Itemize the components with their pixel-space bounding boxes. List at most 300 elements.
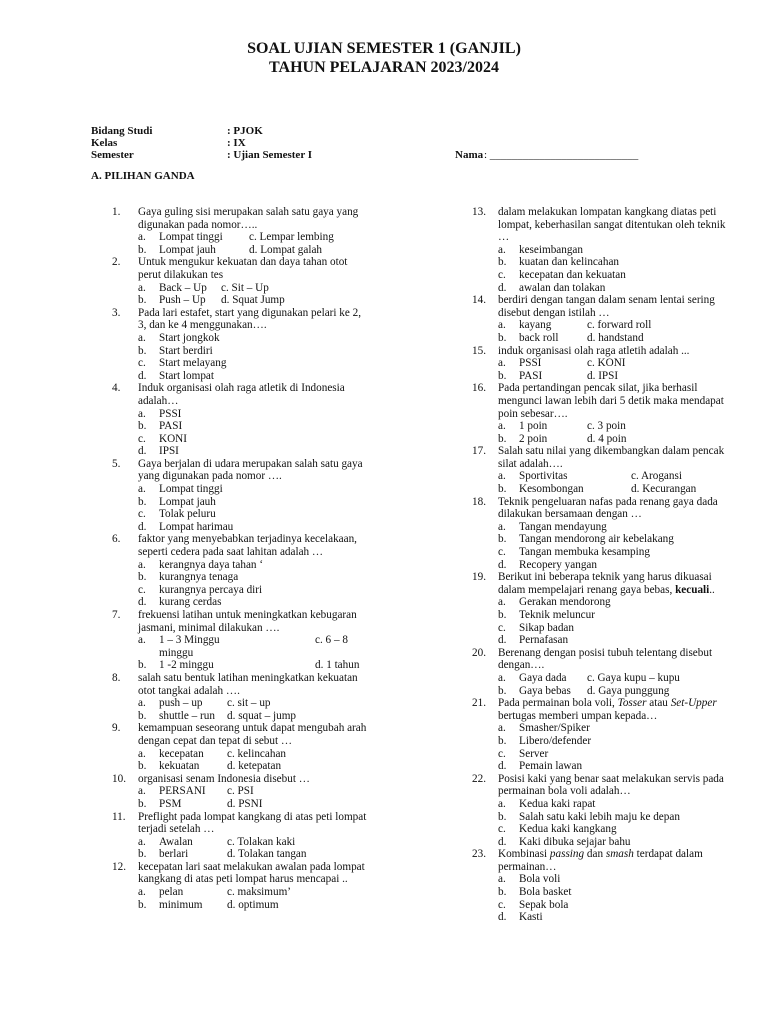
option-text: d. squat – jump [227, 709, 296, 722]
question-text: Pada permainan bola voli, Tosser atau Set-Upper bertugas memberi umpan kepada… [498, 697, 717, 722]
question-item [112, 206, 372, 256]
option-text: Lompat jauh [159, 243, 216, 256]
option-row [138, 433, 372, 446]
option-text: Libero/defender [519, 734, 592, 747]
question-text: Gaya guling sisi merupakan salah satu gaya yang digunakan pada nomor….. [138, 206, 359, 231]
option-text: Sepak bola [519, 898, 569, 911]
option-text: c. 6 – 8 [315, 634, 348, 647]
option-letter: a. [498, 520, 506, 533]
option-text: d. 4 poin [587, 432, 627, 445]
option-letter: a. [138, 483, 146, 496]
question-number: 14. [472, 294, 486, 307]
option-row [498, 622, 727, 635]
option-letter: c. [138, 583, 146, 596]
question-item [112, 861, 372, 911]
option-text: Salah satu kaki lebih maju ke depan [519, 810, 680, 823]
option-text: PASI [159, 420, 183, 433]
label-bidang-studi: Bidang Studi [91, 125, 153, 137]
option-row [498, 911, 727, 924]
option-text: Lompat jauh [159, 495, 216, 508]
option-text: d. Tolakan tangan [227, 848, 307, 861]
option-text: PASI [519, 369, 543, 382]
option-letter: c. [498, 747, 506, 760]
option-text: d. Lompat galah [249, 243, 323, 256]
option-text: kecepatan [159, 747, 204, 760]
option-letter: b. [498, 432, 507, 445]
option-letter: b. [498, 369, 507, 382]
option-letter: a. [498, 357, 506, 370]
question-number: 19. [472, 571, 486, 584]
question-item [112, 307, 372, 383]
option-row [498, 760, 727, 773]
question-item [472, 382, 727, 445]
option-text: PSSI [159, 407, 182, 420]
question-number: 7. [112, 609, 121, 621]
question-text: Teknik pengeluaran nafas pada renang gaya dada dilakukan bersamaan dengan … [498, 495, 718, 521]
option-row [498, 370, 727, 383]
option-letter: b. [138, 797, 147, 810]
option-row [498, 420, 727, 433]
option-text: Start lompat [159, 369, 214, 382]
question-item [112, 773, 372, 811]
option-row [498, 256, 727, 269]
option-row [498, 811, 727, 824]
option-letter: b. [498, 609, 507, 621]
option-letter: d. [138, 445, 147, 458]
option-text: Bola basket [519, 886, 572, 899]
option-row [498, 685, 727, 698]
question-item [472, 773, 727, 849]
option-text: minimum [159, 898, 203, 911]
option-row [138, 848, 372, 861]
option-text: pelan [159, 886, 184, 899]
option-text: d. PSNI [227, 797, 263, 810]
option-text: c. Sit – Up [221, 281, 269, 294]
question-text: Salah satu nilai yang dikembangkan dalam pencak silat adalah…. [498, 445, 725, 470]
option-text: Start melayang [159, 357, 227, 370]
option-text: Smasher/Spiker [519, 722, 590, 735]
question-item [112, 256, 372, 306]
option-text: awalan dan tolakan [519, 281, 606, 294]
option-letter: a. [498, 797, 506, 810]
option-row [498, 609, 727, 622]
option-row [498, 332, 727, 345]
option-text: c. maksimum’ [227, 886, 292, 899]
option-letter: c. [498, 823, 506, 836]
option-text: kuatan dan kelincahan [519, 256, 620, 269]
option-text: c. PSI [227, 785, 254, 798]
option-text: push – up [159, 697, 203, 710]
question-text: Berenang dengan posisi tubuh telentang disebut dengan…. [498, 646, 713, 672]
question-item [472, 697, 727, 773]
option-letter: a. [138, 785, 146, 798]
option-letter: c. [498, 268, 506, 281]
option-row [498, 470, 727, 483]
option-row [498, 244, 727, 257]
option-text: Tolak peluru [159, 508, 216, 521]
option-row [138, 282, 372, 295]
value-semester: : Ujian Semester I [227, 149, 313, 161]
option-row [138, 634, 372, 647]
option-text: d. optimum [227, 898, 279, 911]
option-letter: b. [498, 810, 507, 823]
question-text: kecepatan lari saat melakukan awalan pada lompat kangkang di atas peti lompat harus mencapai .. [138, 860, 365, 886]
option-text: d. 1 tahun [315, 659, 360, 672]
option-text: Kasti [519, 911, 543, 924]
exam-year: TAHUN PELAJARAN 2023/2024 [269, 59, 499, 76]
option-row [138, 370, 372, 383]
option-letter: b. [498, 886, 507, 899]
option-row [138, 596, 372, 609]
option-row [498, 873, 727, 886]
question-number: 8. [112, 671, 121, 684]
option-row [498, 735, 727, 748]
option-row [498, 899, 727, 912]
question-item [472, 445, 727, 495]
question-item [112, 672, 372, 722]
option-row [498, 672, 727, 685]
option-letter: b. [138, 344, 147, 357]
option-row [498, 798, 727, 811]
option-text: PERSANI [159, 785, 206, 798]
question-item [472, 345, 727, 383]
option-text: d. ketepatan [227, 760, 282, 773]
option-text: Awalan [159, 835, 193, 848]
option-row [138, 357, 372, 370]
option-letter: c. [498, 546, 506, 559]
question-item [112, 382, 372, 458]
question-number: 15. [472, 344, 486, 357]
option-letter: b. [498, 331, 507, 344]
option-row [498, 836, 727, 849]
option-letter: d. [498, 281, 507, 294]
option-letter: a. [498, 243, 506, 256]
question-number: 17. [472, 445, 486, 458]
option-letter: a. [498, 470, 506, 483]
option-text: Push – Up [159, 294, 206, 307]
option-row [138, 496, 372, 509]
section-heading: A. PILIHAN GANDA [91, 170, 195, 182]
option-text: c. Lempar lembing [249, 231, 334, 244]
option-row [498, 282, 727, 295]
question-item [472, 647, 727, 697]
option-text: Tangan mendayung [519, 520, 607, 533]
option-row [498, 357, 727, 370]
question-item [112, 609, 372, 672]
question-number: 2. [112, 256, 121, 269]
option-text: kecepatan dan kekuatan [519, 268, 626, 281]
option-text: KONI [159, 432, 187, 445]
option-row [138, 559, 372, 572]
option-letter: d. [138, 369, 147, 382]
option-text: shuttle – run [159, 709, 215, 722]
question-number: 16. [472, 382, 486, 395]
option-text: kerangnya daya tahan ‘ [159, 558, 264, 571]
option-text: 2 poin [519, 432, 548, 445]
question-number: 10. [112, 772, 126, 785]
option-text: Kaki dibuka sejajar bahu [519, 835, 631, 848]
option-row [498, 319, 727, 332]
option-letter: b. [138, 243, 147, 256]
option-row [138, 345, 372, 358]
option-letter: c. [138, 432, 146, 445]
question-text: Induk organisasi olah raga atletik di Indonesia adalah… [138, 382, 345, 407]
option-text: Sikap badan [519, 621, 574, 634]
option-row [498, 269, 727, 282]
option-letter: a. [138, 886, 146, 899]
option-text: Back – Up [159, 281, 207, 294]
nama-field[interactable]: : ___________________________ [484, 149, 639, 161]
question-number: 13. [472, 206, 486, 218]
option-letter: a. [498, 722, 506, 735]
option-text: c. KONI [587, 357, 626, 370]
option-text: Recopery yangan [519, 558, 597, 571]
option-letter: d. [498, 835, 507, 848]
question-text: Pada pertandingan pencak silat, jika berhasil mengunci lawan lebih dari 5 detik maka mendapat poin sebesar…. [498, 382, 724, 420]
option-text: c. kelincahan [227, 747, 287, 760]
option-text: 1 poin [519, 420, 548, 433]
value-bidang-studi: : PJOK [227, 125, 263, 137]
question-number: 21. [472, 697, 486, 710]
option-row [138, 647, 372, 660]
option-row [498, 546, 727, 559]
option-row [138, 483, 372, 496]
option-text: c. Gaya kupu – kupu [587, 671, 680, 684]
option-text: Teknik meluncur [519, 609, 595, 621]
question-term: Tosser [617, 697, 647, 710]
option-text: c. Tolakan kaki [227, 835, 296, 848]
question-emphasis: kecuali [675, 583, 710, 596]
option-text: keseimbangan [519, 243, 583, 256]
question-text: faktor yang menyebabkan terjadinya kecelakaan, seperti cedera pada saat lahitan adalah … [138, 533, 357, 559]
question-item [112, 458, 372, 534]
option-row [498, 722, 727, 735]
option-text: d. Kecurangan [631, 483, 697, 496]
option-row [138, 710, 372, 723]
question-text: induk organisasi olah raga atletih adalah ... [498, 344, 690, 357]
option-letter: b. [498, 483, 507, 496]
option-row [138, 760, 372, 773]
option-text: Kedua kaki rapat [519, 797, 596, 810]
question-item [472, 496, 727, 572]
option-row [138, 420, 372, 433]
option-text: kekuatan [159, 760, 200, 773]
option-text: Start jongkok [159, 331, 220, 344]
option-row [138, 408, 372, 421]
option-row [138, 508, 372, 521]
question-item [472, 294, 727, 344]
question-item [472, 848, 727, 924]
label-nama: Nama [455, 149, 484, 161]
question-number: 23. [472, 848, 486, 861]
option-letter: b. [138, 571, 147, 584]
option-letter: b. [138, 898, 147, 911]
question-text: Berikut ini beberapa teknik yang harus dikuasai dalam mempelajari renang gaya bebas, kecuali.. [498, 571, 715, 596]
option-row [138, 659, 372, 672]
option-text: minggu [159, 646, 194, 659]
option-row [498, 559, 727, 572]
option-letter: d. [498, 634, 507, 647]
question-item [472, 571, 727, 647]
option-row [138, 445, 372, 458]
question-number: 5. [112, 457, 121, 470]
option-row [498, 823, 727, 836]
option-letter: b. [498, 684, 507, 697]
option-text: Lompat tinggi [159, 231, 223, 244]
question-column-right [472, 206, 727, 924]
option-text: back roll [519, 331, 559, 344]
option-letter: a. [498, 420, 506, 433]
question-text: Posisi kaki yang benar saat melakukan servis pada permainan bola voli adalah… [498, 772, 724, 798]
option-letter: d. [498, 760, 507, 773]
question-text: dalam melakukan lompatan kangkang diatas peti lompat, keberhasilan sangat ditentukan oleh teknik … [498, 206, 726, 244]
option-row [498, 596, 727, 609]
option-letter: c. [498, 621, 506, 634]
option-row [138, 571, 372, 584]
question-number: 18. [472, 495, 486, 508]
option-text: Gaya bebas [519, 684, 571, 697]
option-text: kurangnya percaya diri [159, 583, 263, 596]
option-text: c. sit – up [227, 697, 271, 710]
option-row [138, 836, 372, 849]
option-row [138, 886, 372, 899]
option-row [138, 332, 372, 345]
option-text: Server [519, 747, 549, 760]
option-letter: a. [498, 873, 506, 886]
option-letter: b. [498, 256, 507, 269]
option-text: Sportivitas [519, 470, 568, 483]
option-letter: a. [138, 835, 146, 848]
option-row [138, 899, 372, 912]
option-text: 1 -2 minggu [159, 659, 214, 672]
question-item [472, 206, 727, 294]
option-letter: b. [138, 848, 147, 861]
option-letter: c. [138, 357, 146, 370]
question-number: 9. [112, 722, 121, 735]
option-letter: a. [498, 596, 506, 609]
option-text: Bola voli [519, 873, 561, 886]
option-letter: a. [138, 697, 146, 710]
question-item [112, 722, 372, 772]
option-text: Pernafasan [519, 634, 569, 647]
option-row [498, 483, 727, 496]
question-text: Untuk mengukur kekuatan dan daya tahan otot perut dilakukan tes [138, 256, 348, 281]
option-text: d. Gaya punggung [587, 684, 670, 697]
option-row [138, 748, 372, 761]
option-letter: a. [138, 407, 146, 420]
option-row [138, 798, 372, 811]
question-number: 22. [472, 772, 486, 785]
question-text: salah satu bentuk latihan meningkatkan kekuatan otot tangkai adalah …. [138, 671, 358, 697]
question-number: 4. [112, 382, 121, 395]
option-text: kurangnya tenaga [159, 571, 239, 584]
option-letter: a. [138, 281, 146, 294]
option-text: Gerakan mendorong [519, 596, 611, 609]
option-letter: b. [138, 760, 147, 773]
option-text: c. Arogansi [631, 470, 682, 483]
option-letter: a. [138, 558, 146, 571]
option-letter: a. [138, 231, 146, 244]
question-text: Kombinasi passing dan smash terdapat dalam permainan… [498, 848, 703, 873]
option-text: PSSI [519, 357, 542, 370]
question-number: 6. [112, 533, 121, 546]
option-text: d. Squat Jump [221, 294, 285, 307]
option-letter: d. [498, 558, 507, 571]
option-row [138, 244, 372, 257]
question-item [112, 811, 372, 861]
option-row [498, 886, 727, 899]
option-letter: a. [138, 331, 146, 344]
option-letter: d. [138, 520, 147, 533]
option-text: c. forward roll [587, 319, 652, 332]
question-text: Gaya berjalan di udara merupakan salah satu gaya yang digunakan pada nomor …. [138, 457, 363, 483]
question-column-left [112, 206, 372, 911]
option-text: berlari [159, 848, 189, 861]
option-text: c. 3 poin [587, 420, 626, 433]
option-text: Lompat tinggi [159, 483, 223, 496]
option-text: Gaya dada [519, 671, 567, 684]
option-letter: b. [138, 659, 147, 672]
option-row [138, 785, 372, 798]
option-text: Tangan mendorong air kebelakang [519, 533, 674, 546]
option-text: kurang cerdas [159, 596, 222, 609]
question-number: 12. [112, 860, 126, 873]
question-text: organisasi senam Indonesia disebut … [138, 772, 310, 785]
option-row [498, 533, 727, 546]
label-semester: Semester [91, 149, 134, 161]
question-number: 11. [112, 810, 126, 823]
option-letter [138, 647, 159, 660]
option-letter: b. [138, 709, 147, 722]
option-text: Tangan membuka kesamping [519, 546, 650, 559]
option-row [138, 294, 372, 307]
option-text: kayang [519, 319, 552, 332]
label-kelas: Kelas [91, 137, 118, 149]
option-text: IPSI [159, 445, 179, 458]
question-term: Set-Upper [670, 697, 717, 710]
option-text: d. handstand [587, 331, 644, 344]
question-text: berdiri dengan tangan dalam senam lentai sering disebut dengan istilah … [498, 294, 715, 319]
exam-title: SOAL UJIAN SEMESTER 1 (GANJIL) [247, 40, 521, 57]
question-text: Pada lari estafet, start yang digunakan pelari ke 2, 3, dan ke 4 menggunakan…. [138, 306, 362, 332]
question-number: 20. [472, 646, 486, 659]
option-letter: b. [138, 420, 147, 433]
option-text: d. IPSI [587, 369, 619, 382]
option-row [498, 634, 727, 647]
option-letter: a. [138, 747, 146, 760]
option-text: Kesombongan [519, 483, 584, 496]
option-letter: a. [498, 319, 506, 332]
option-letter: a. [138, 634, 146, 647]
option-letter: c. [138, 508, 146, 521]
question-text: Preflight pada lompat kangkang di atas peti lompat terjadi setelah … [138, 810, 367, 836]
question-term: smash [605, 848, 634, 861]
question-term: passing [549, 848, 585, 861]
option-row [138, 231, 372, 244]
option-letter: a. [498, 671, 506, 684]
option-row [498, 433, 727, 446]
option-text: Kedua kaki kangkang [519, 823, 617, 836]
option-row [138, 521, 372, 534]
option-text: Lompat harimau [159, 520, 234, 533]
option-row [138, 697, 372, 710]
option-letter: b. [138, 294, 147, 307]
question-number: 3. [112, 306, 121, 319]
option-letter: b. [498, 533, 507, 546]
option-text: Pemain lawan [519, 760, 583, 773]
option-text: Start berdiri [159, 344, 213, 357]
option-row [498, 521, 727, 534]
